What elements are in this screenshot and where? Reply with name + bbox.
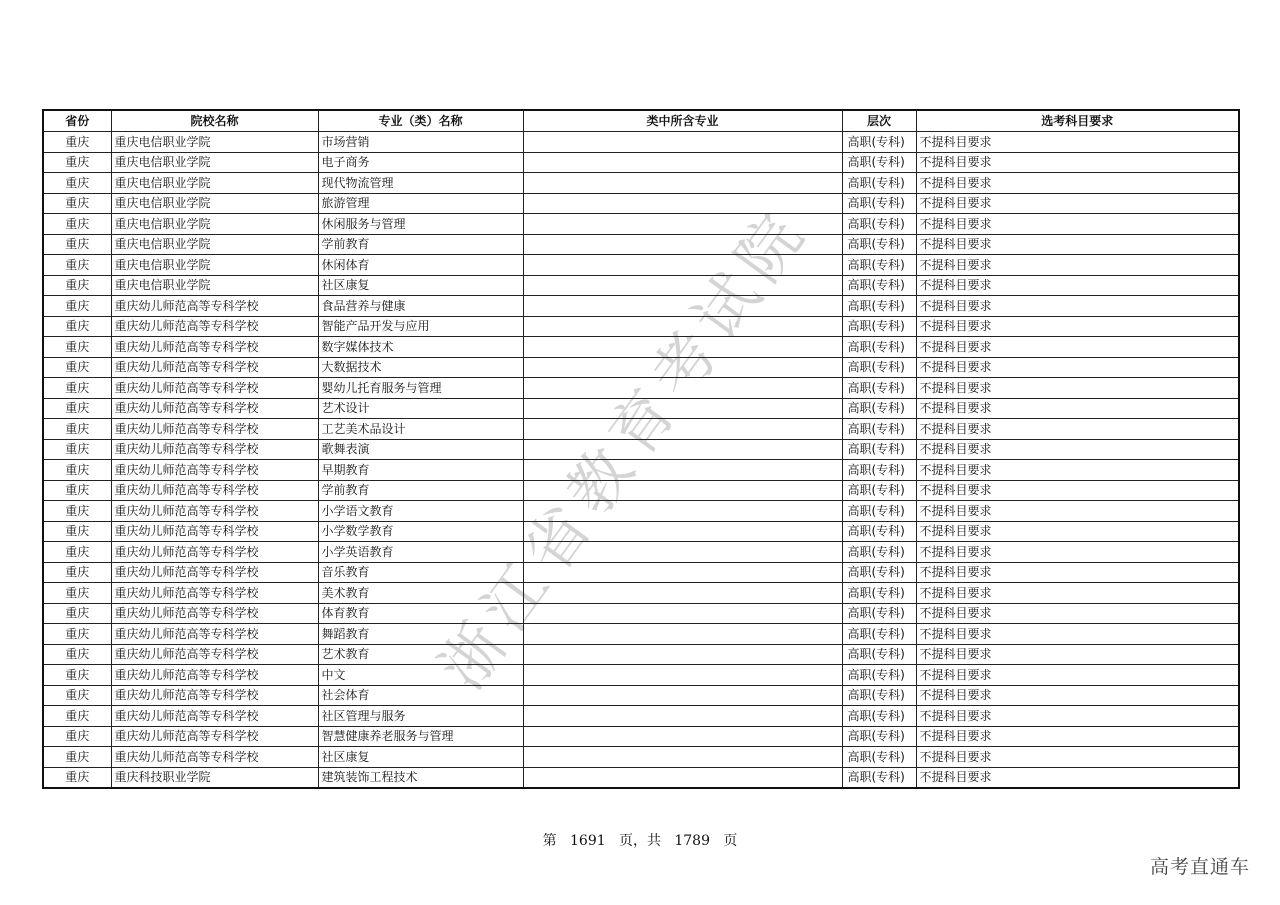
cell-included-majors	[523, 173, 842, 194]
cell-province: 重庆	[43, 521, 111, 542]
cell-school: 重庆幼儿师范高等专科学校	[111, 685, 318, 706]
footer-page-number: 1691	[570, 833, 606, 849]
cell-province: 重庆	[43, 439, 111, 460]
cell-included-majors	[523, 234, 842, 255]
table-row	[43, 460, 1239, 481]
cell-school: 重庆幼儿师范高等专科学校	[111, 419, 318, 440]
cell-province: 重庆	[43, 337, 111, 358]
cell-major: 智慧健康养老服务与管理	[318, 726, 523, 747]
cell-province: 重庆	[43, 501, 111, 522]
cell-level: 高职(专科)	[842, 378, 916, 399]
cell-included-majors	[523, 337, 842, 358]
cell-school: 重庆电信职业学院	[111, 173, 318, 194]
cell-requirement: 不提科目要求	[916, 337, 1239, 358]
table-row	[43, 542, 1239, 563]
cell-major: 艺术教育	[318, 644, 523, 665]
table-row	[43, 665, 1239, 686]
cell-level: 高职(专科)	[842, 644, 916, 665]
table-row	[43, 357, 1239, 378]
cell-included-majors	[523, 439, 842, 460]
cell-level: 高职(专科)	[842, 747, 916, 768]
cell-major: 小学英语教育	[318, 542, 523, 563]
cell-major: 建筑装饰工程技术	[318, 767, 523, 788]
table-row	[43, 234, 1239, 255]
cell-major: 艺术设计	[318, 398, 523, 419]
header-school: 院校名称	[111, 110, 318, 132]
cell-province: 重庆	[43, 132, 111, 153]
cell-major: 休闲服务与管理	[318, 214, 523, 235]
cell-province: 重庆	[43, 542, 111, 563]
cell-school: 重庆幼儿师范高等专科学校	[111, 521, 318, 542]
cell-major: 小学数学教育	[318, 521, 523, 542]
cell-level: 高职(专科)	[842, 193, 916, 214]
cell-included-majors	[523, 296, 842, 317]
cell-included-majors	[523, 685, 842, 706]
cell-school: 重庆电信职业学院	[111, 234, 318, 255]
cell-province: 重庆	[43, 706, 111, 727]
cell-included-majors	[523, 480, 842, 501]
cell-level: 高职(专科)	[842, 214, 916, 235]
cell-level: 高职(专科)	[842, 583, 916, 604]
cell-school: 重庆幼儿师范高等专科学校	[111, 398, 318, 419]
cell-requirement: 不提科目要求	[916, 624, 1239, 645]
cell-included-majors	[523, 603, 842, 624]
cell-province: 重庆	[43, 398, 111, 419]
cell-level: 高职(专科)	[842, 439, 916, 460]
cell-major: 体育教育	[318, 603, 523, 624]
footer-total-pages: 1789	[674, 833, 710, 849]
cell-province: 重庆	[43, 583, 111, 604]
cell-level: 高职(专科)	[842, 460, 916, 481]
cell-school: 重庆幼儿师范高等专科学校	[111, 603, 318, 624]
cell-level: 高职(专科)	[842, 726, 916, 747]
cell-province: 重庆	[43, 685, 111, 706]
cell-major: 智能产品开发与应用	[318, 316, 523, 337]
cell-level: 高职(专科)	[842, 357, 916, 378]
cell-major: 社区管理与服务	[318, 706, 523, 727]
cell-school: 重庆科技职业学院	[111, 767, 318, 788]
cell-school: 重庆幼儿师范高等专科学校	[111, 316, 318, 337]
cell-school: 重庆幼儿师范高等专科学校	[111, 562, 318, 583]
cell-province: 重庆	[43, 193, 111, 214]
admission-requirements-table	[42, 109, 1240, 789]
cell-school: 重庆幼儿师范高等专科学校	[111, 747, 318, 768]
cell-school: 重庆幼儿师范高等专科学校	[111, 624, 318, 645]
cell-school: 重庆电信职业学院	[111, 275, 318, 296]
cell-school: 重庆幼儿师范高等专科学校	[111, 583, 318, 604]
table-header-row	[43, 110, 1239, 132]
cell-major: 音乐教育	[318, 562, 523, 583]
cell-included-majors	[523, 562, 842, 583]
cell-included-majors	[523, 726, 842, 747]
cell-school: 重庆幼儿师范高等专科学校	[111, 296, 318, 317]
table-body	[43, 132, 1239, 789]
table-row	[43, 480, 1239, 501]
header-included-majors: 类中所含专业	[523, 110, 842, 132]
cell-requirement: 不提科目要求	[916, 214, 1239, 235]
cell-requirement: 不提科目要求	[916, 439, 1239, 460]
cell-included-majors	[523, 521, 842, 542]
cell-province: 重庆	[43, 460, 111, 481]
cell-level: 高职(专科)	[842, 316, 916, 337]
cell-school: 重庆幼儿师范高等专科学校	[111, 337, 318, 358]
cell-school: 重庆幼儿师范高等专科学校	[111, 480, 318, 501]
cell-major: 电子商务	[318, 152, 523, 173]
cell-level: 高职(专科)	[842, 542, 916, 563]
table-row	[43, 767, 1239, 788]
cell-level: 高职(专科)	[842, 501, 916, 522]
table-row	[43, 337, 1239, 358]
cell-level: 高职(专科)	[842, 521, 916, 542]
cell-school: 重庆幼儿师范高等专科学校	[111, 460, 318, 481]
cell-major: 食品营养与健康	[318, 296, 523, 317]
table-row	[43, 193, 1239, 214]
cell-requirement: 不提科目要求	[916, 296, 1239, 317]
cell-level: 高职(专科)	[842, 296, 916, 317]
cell-requirement: 不提科目要求	[916, 747, 1239, 768]
cell-level: 高职(专科)	[842, 665, 916, 686]
cell-major: 社区康复	[318, 275, 523, 296]
cell-province: 重庆	[43, 767, 111, 788]
cell-major: 市场营销	[318, 132, 523, 153]
cell-level: 高职(专科)	[842, 624, 916, 645]
cell-major: 早期教育	[318, 460, 523, 481]
cell-major: 社区康复	[318, 747, 523, 768]
cell-school: 重庆幼儿师范高等专科学校	[111, 439, 318, 460]
cell-requirement: 不提科目要求	[916, 603, 1239, 624]
cell-included-majors	[523, 644, 842, 665]
cell-school: 重庆电信职业学院	[111, 193, 318, 214]
table-row	[43, 132, 1239, 153]
cell-major: 数字媒体技术	[318, 337, 523, 358]
cell-included-majors	[523, 747, 842, 768]
cell-school: 重庆电信职业学院	[111, 255, 318, 276]
cell-included-majors	[523, 767, 842, 788]
cell-province: 重庆	[43, 152, 111, 173]
cell-major: 旅游管理	[318, 193, 523, 214]
table-row	[43, 275, 1239, 296]
table-row	[43, 398, 1239, 419]
table-row	[43, 562, 1239, 583]
cell-school: 重庆电信职业学院	[111, 152, 318, 173]
cell-requirement: 不提科目要求	[916, 767, 1239, 788]
table-row	[43, 521, 1239, 542]
cell-level: 高职(专科)	[842, 234, 916, 255]
cell-level: 高职(专科)	[842, 767, 916, 788]
cell-province: 重庆	[43, 562, 111, 583]
footer-prefix: 第	[542, 833, 557, 849]
table-row	[43, 603, 1239, 624]
header-requirement: 选考科目要求	[916, 110, 1239, 132]
table-row	[43, 173, 1239, 194]
cell-level: 高职(专科)	[842, 152, 916, 173]
cell-level: 高职(专科)	[842, 419, 916, 440]
cell-requirement: 不提科目要求	[916, 480, 1239, 501]
cell-province: 重庆	[43, 214, 111, 235]
cell-province: 重庆	[43, 726, 111, 747]
cell-major: 休闲体育	[318, 255, 523, 276]
cell-level: 高职(专科)	[842, 255, 916, 276]
cell-requirement: 不提科目要求	[916, 316, 1239, 337]
table-row	[43, 685, 1239, 706]
cell-province: 重庆	[43, 419, 111, 440]
cell-included-majors	[523, 542, 842, 563]
cell-included-majors	[523, 152, 842, 173]
table-row	[43, 726, 1239, 747]
cell-level: 高职(专科)	[842, 603, 916, 624]
cell-included-majors	[523, 419, 842, 440]
cell-requirement: 不提科目要求	[916, 726, 1239, 747]
cell-included-majors	[523, 357, 842, 378]
table-row	[43, 501, 1239, 522]
cell-level: 高职(专科)	[842, 275, 916, 296]
cell-major: 现代物流管理	[318, 173, 523, 194]
cell-province: 重庆	[43, 316, 111, 337]
cell-province: 重庆	[43, 173, 111, 194]
table-row	[43, 214, 1239, 235]
cell-school: 重庆幼儿师范高等专科学校	[111, 378, 318, 399]
cell-level: 高职(专科)	[842, 562, 916, 583]
cell-province: 重庆	[43, 234, 111, 255]
cell-level: 高职(专科)	[842, 685, 916, 706]
cell-included-majors	[523, 460, 842, 481]
cell-requirement: 不提科目要求	[916, 706, 1239, 727]
cell-requirement: 不提科目要求	[916, 357, 1239, 378]
cell-level: 高职(专科)	[842, 132, 916, 153]
cell-requirement: 不提科目要求	[916, 562, 1239, 583]
cell-level: 高职(专科)	[842, 706, 916, 727]
cell-requirement: 不提科目要求	[916, 460, 1239, 481]
cell-requirement: 不提科目要求	[916, 173, 1239, 194]
cell-school: 重庆幼儿师范高等专科学校	[111, 665, 318, 686]
footer-middle: 页，共	[619, 833, 661, 849]
brand-logo-text: 高考直通车	[1149, 856, 1250, 878]
cell-school: 重庆幼儿师范高等专科学校	[111, 357, 318, 378]
cell-requirement: 不提科目要求	[916, 521, 1239, 542]
cell-included-majors	[523, 316, 842, 337]
footer-suffix: 页	[723, 833, 738, 849]
cell-included-majors	[523, 583, 842, 604]
watermark: 浙江省教育考试院	[425, 193, 823, 703]
cell-province: 重庆	[43, 603, 111, 624]
cell-included-majors	[523, 706, 842, 727]
cell-requirement: 不提科目要求	[916, 644, 1239, 665]
cell-requirement: 不提科目要求	[916, 665, 1239, 686]
table-row	[43, 378, 1239, 399]
cell-included-majors	[523, 275, 842, 296]
header-level: 层次	[842, 110, 916, 132]
cell-requirement: 不提科目要求	[916, 132, 1239, 153]
cell-school: 重庆幼儿师范高等专科学校	[111, 542, 318, 563]
table-row	[43, 624, 1239, 645]
table-row	[43, 316, 1239, 337]
cell-included-majors	[523, 255, 842, 276]
cell-level: 高职(专科)	[842, 480, 916, 501]
cell-major: 小学语文教育	[318, 501, 523, 522]
cell-school: 重庆电信职业学院	[111, 214, 318, 235]
cell-province: 重庆	[43, 644, 111, 665]
table-row	[43, 706, 1239, 727]
cell-major: 学前教育	[318, 234, 523, 255]
cell-requirement: 不提科目要求	[916, 685, 1239, 706]
cell-province: 重庆	[43, 296, 111, 317]
cell-included-majors	[523, 132, 842, 153]
cell-requirement: 不提科目要求	[916, 378, 1239, 399]
cell-requirement: 不提科目要求	[916, 193, 1239, 214]
cell-major: 婴幼儿托育服务与管理	[318, 378, 523, 399]
cell-province: 重庆	[43, 665, 111, 686]
cell-requirement: 不提科目要求	[916, 583, 1239, 604]
cell-school: 重庆电信职业学院	[111, 132, 318, 153]
cell-included-majors	[523, 398, 842, 419]
cell-requirement: 不提科目要求	[916, 234, 1239, 255]
cell-province: 重庆	[43, 275, 111, 296]
cell-major: 大数据技术	[318, 357, 523, 378]
cell-school: 重庆幼儿师范高等专科学校	[111, 501, 318, 522]
cell-requirement: 不提科目要求	[916, 398, 1239, 419]
table-row	[43, 439, 1239, 460]
cell-requirement: 不提科目要求	[916, 419, 1239, 440]
cell-included-majors	[523, 193, 842, 214]
cell-included-majors	[523, 501, 842, 522]
cell-province: 重庆	[43, 480, 111, 501]
cell-requirement: 不提科目要求	[916, 542, 1239, 563]
cell-province: 重庆	[43, 255, 111, 276]
table-row	[43, 255, 1239, 276]
cell-major: 学前教育	[318, 480, 523, 501]
cell-province: 重庆	[43, 378, 111, 399]
table-row	[43, 152, 1239, 173]
cell-level: 高职(专科)	[842, 398, 916, 419]
cell-major: 美术教育	[318, 583, 523, 604]
cell-included-majors	[523, 624, 842, 645]
cell-requirement: 不提科目要求	[916, 275, 1239, 296]
cell-school: 重庆幼儿师范高等专科学校	[111, 706, 318, 727]
cell-requirement: 不提科目要求	[916, 255, 1239, 276]
cell-school: 重庆幼儿师范高等专科学校	[111, 726, 318, 747]
cell-province: 重庆	[43, 624, 111, 645]
cell-major: 中文	[318, 665, 523, 686]
cell-level: 高职(专科)	[842, 173, 916, 194]
cell-included-majors	[523, 214, 842, 235]
page-footer	[0, 830, 1280, 850]
table-row	[43, 747, 1239, 768]
cell-level: 高职(专科)	[842, 337, 916, 358]
cell-major: 工艺美术品设计	[318, 419, 523, 440]
header-major: 专业（类）名称	[318, 110, 523, 132]
cell-included-majors	[523, 378, 842, 399]
table-row	[43, 419, 1239, 440]
table-row	[43, 583, 1239, 604]
cell-included-majors	[523, 665, 842, 686]
cell-province: 重庆	[43, 357, 111, 378]
header-province: 省份	[43, 110, 111, 132]
table-row	[43, 296, 1239, 317]
cell-requirement: 不提科目要求	[916, 152, 1239, 173]
cell-school: 重庆幼儿师范高等专科学校	[111, 644, 318, 665]
cell-major: 舞蹈教育	[318, 624, 523, 645]
cell-major: 歌舞表演	[318, 439, 523, 460]
cell-province: 重庆	[43, 747, 111, 768]
table-row	[43, 644, 1239, 665]
cell-requirement: 不提科目要求	[916, 501, 1239, 522]
cell-major: 社会体育	[318, 685, 523, 706]
